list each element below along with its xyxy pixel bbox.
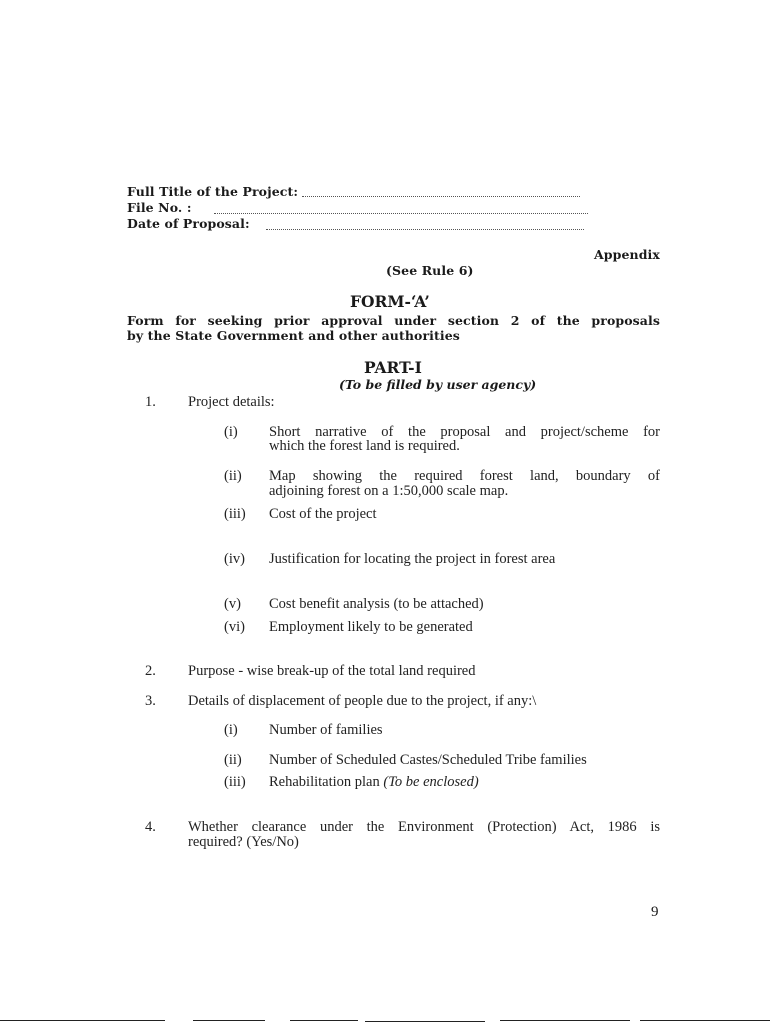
see-rule-label: (See Rule 6) [386, 263, 474, 278]
form-subtitle-line-1: Form for seeking prior approval under section 2 of the proposals [127, 313, 660, 328]
sub-item-text-italic: (To be enclosed) [383, 774, 479, 790]
item-text: Details of displacement of people due to the project, if any:\ [188, 693, 537, 709]
sub-item-number: (v) [224, 596, 241, 612]
form-subtitle-line-2: by the State Government and other authorities [127, 328, 460, 343]
project-title-field[interactable] [302, 196, 580, 197]
sub-item-number: (i) [224, 722, 238, 738]
sub-item-text: Employment likely to be generated [269, 619, 473, 635]
sub-item-text-plain: Rehabilitation plan [269, 774, 380, 790]
file-no-label: File No. : [127, 200, 192, 215]
sub-item-text-line-2: which the forest land is required. [269, 438, 460, 454]
sub-item-text-line-1: Short narrative of the proposal and project/scheme for [269, 424, 660, 440]
part-title: PART-I [364, 358, 422, 377]
part-note: (To be filled by user agency) [339, 377, 537, 392]
item-number: 4. [145, 819, 156, 835]
appendix-label: Appendix [594, 247, 660, 262]
sub-item-text-line-2: adjoining forest on a 1:50,000 scale map. [269, 483, 509, 499]
sub-item-text: Cost benefit analysis (to be attached) [269, 596, 484, 612]
sub-item-number: (iii) [224, 506, 246, 522]
sub-item-text: Number of Scheduled Castes/Scheduled Tribe families [269, 752, 587, 768]
date-of-proposal-label: Date of Proposal: [127, 216, 250, 231]
sub-item-text: Number of families [269, 722, 383, 738]
sub-item-number: (iii) [224, 774, 246, 790]
sub-item-number: (iv) [224, 551, 245, 567]
sub-item-number: (ii) [224, 752, 242, 768]
page-number: 9 [651, 904, 659, 920]
sub-item-text: Justification for locating the project in forest area [269, 551, 556, 567]
item-number: 2. [145, 663, 156, 679]
item-text: Project details: [188, 394, 275, 410]
sub-item-number: (vi) [224, 619, 245, 635]
date-of-proposal-field[interactable] [266, 229, 584, 230]
item-text-line-1: Whether clearance under the Environment (Protection) Act, 1986 is [188, 819, 660, 835]
project-title-label: Full Title of the Project: [127, 184, 299, 199]
sub-item-text: Cost of the project [269, 506, 377, 522]
sub-item-number: (ii) [224, 468, 242, 484]
file-no-field[interactable] [214, 213, 588, 214]
item-number: 1. [145, 394, 156, 410]
sub-item-number: (i) [224, 424, 238, 440]
item-number: 3. [145, 693, 156, 709]
form-title: FORM-‘A’ [350, 292, 430, 311]
sub-item-text-line-1: Map showing the required forest land, boundary of [269, 468, 660, 484]
item-text: Purpose - wise break-up of the total land required [188, 663, 476, 679]
item-text-line-2: required? (Yes/No) [188, 834, 299, 850]
sub-item-text [269, 774, 660, 790]
